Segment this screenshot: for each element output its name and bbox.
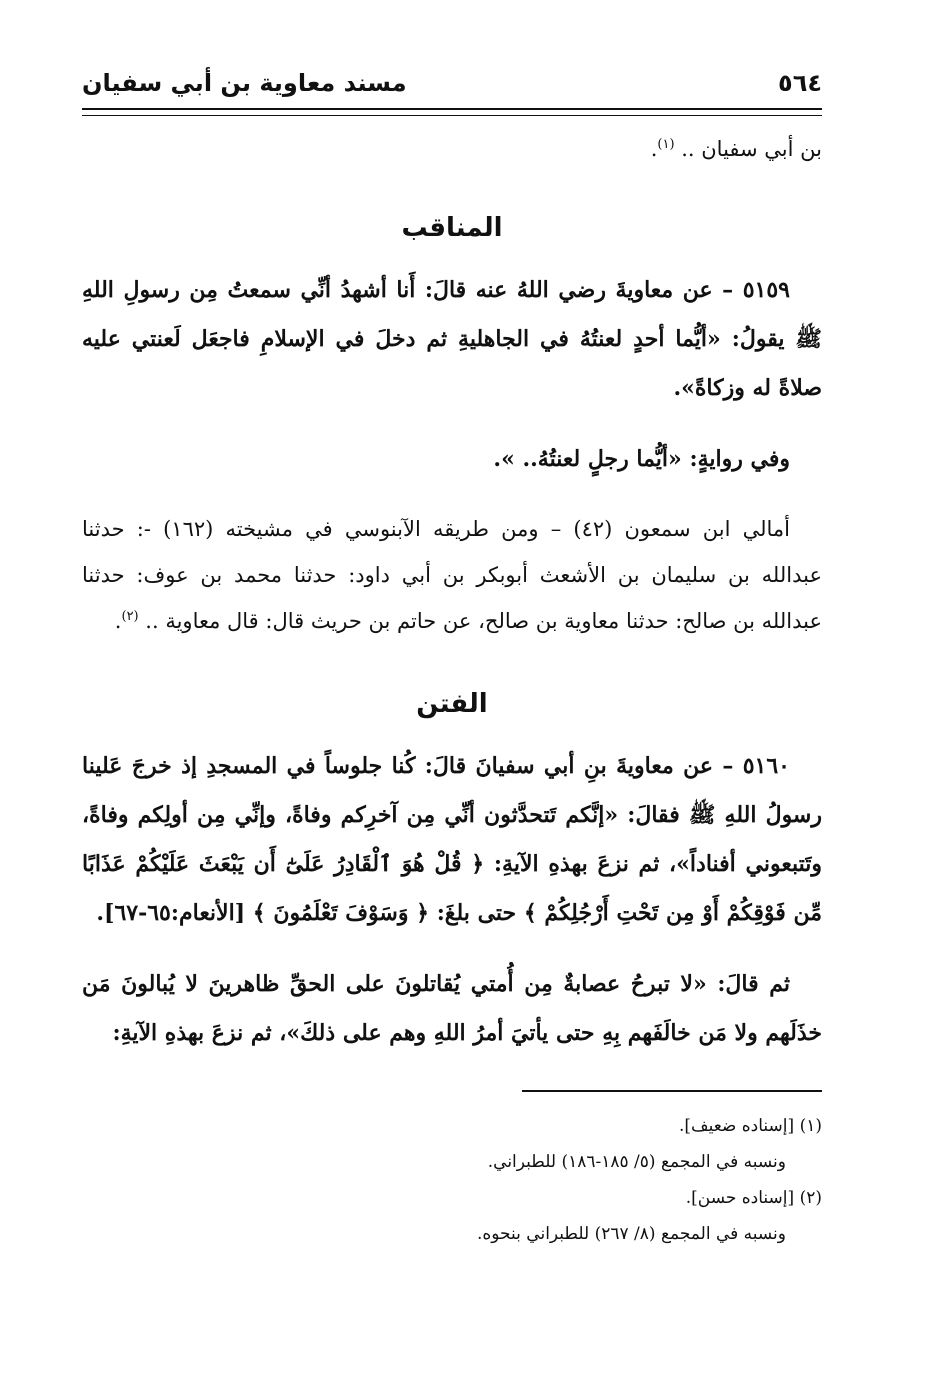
source-end: . (114, 609, 122, 633)
footnote-2-marker: (٢) (799, 1188, 822, 1208)
footnote-1 (82, 1108, 822, 1144)
footnote-1-note (82, 1144, 822, 1180)
book-page (82, 62, 822, 1386)
running-header (82, 62, 822, 104)
footnote-1-note-text: ونسبه في المجمع (٥/ ١٨٥-١٨٦) للطبراني. (487, 1152, 786, 1172)
hadith-5159-variant: وفي روايةٍ: «أيُّما رجلٍ لعنتُهُ.. ». (493, 446, 790, 472)
hadith-5159-source (82, 506, 822, 644)
footnote-marker-2[interactable]: (٢) (121, 609, 139, 624)
footnote-2 (82, 1180, 822, 1216)
hadith-5160: ٥١٦٠ – عن معاويةَ بنِ أبي سفيانَ قالَ: كُنا جلوساً في المسجدِ إذ خرجَ عَلينا رسولُ اللهِ ﷺ فقالَ: «إنَّكم تَتحدَّثون أنِّي مِن آخرِكم وفاةً، وإنِّي مِن أولِكم وفاةً، وتَتبعوني أفناداً»، ثم نزعَ بهذهِ الآيةِ: ﴿ قُلْ هُوَ ٱلْقَادِرُ عَلَىٰٓ أَن يَبْعَثَ عَلَيْكُمْ عَذَابًا مِّن فَوْقِكُمْ أَوْ مِن تَحْتِ أَرْجُلِكُمْ ﴾ حتى بلغَ: ﴿ وَسَوْفَ تَعْلَمُونَ ﴾ [الأنعام:٦٥-٦٧]. (82, 753, 822, 926)
footnote-rule (522, 1090, 822, 1092)
footnote-2-text: [إسناده حسن]. (685, 1188, 795, 1208)
footnote-marker-1[interactable]: (١) (657, 137, 675, 152)
footnote-2-note-text: ونسبه في المجمع (٨/ ٢٦٧) للطبراني بنحوه. (476, 1224, 786, 1244)
intro-text: بن أبي سفيان .. (674, 137, 822, 161)
footnotes (82, 1108, 822, 1252)
running-title: مسند معاوية بن أبي سفيان (82, 69, 407, 97)
footnote-1-text: [إسناده ضعيف]. (678, 1116, 795, 1136)
footnote-2-note (82, 1216, 822, 1252)
hadith-5160-continuation: ثم قالَ: «لا تبرحُ عصابةٌ مِن أُمتي يُقاتلونَ على الحقِّ ظاهرينَ لا يُبالونَ مَن خذَلَهم ولا مَن خالَفَهم بِهِ حتى يأتيَ أمرُ اللهِ وهم على ذلكَ»، ثم نزعَ بهذهِ الآيةِ: (82, 971, 822, 1046)
intro-end: . (650, 137, 658, 161)
intro-line (82, 126, 822, 172)
header-rule (82, 108, 822, 116)
footnote-1-marker: (١) (799, 1116, 822, 1136)
hadith-5159: ٥١٥٩ – عن معاويةَ رضي اللهُ عنه قالَ: أَنا أشهدُ أنِّي سمعتُ مِن رسولِ اللهِ ﷺ يقولُ: «أيُّما أحدٍ لعنتُهُ في الجاهليةِ ثم دخلَ في الإسلامِ فاجعَل لَعنتي عليه صلاةً له وزكاةً». (82, 277, 822, 401)
source-text: أمالي ابن سمعون (٤٢) – ومن طريقه الآبنوسي في مشيخته (١٦٢) -: حدثنا عبدالله بن سليمان بن الأشعث أبوبكر بن أبي داود: حدثنا محمد بن عوف: حدثنا عبدالله بن صالح: حدثنا معاوية بن صالح، عن حاتم بن حريث قال: قال معاوية .. (82, 517, 822, 633)
section-heading-fitan: الفتن (416, 689, 488, 719)
page-number: ٥٦٤ (778, 69, 822, 97)
section-heading-manaqib: المناقب (401, 213, 503, 243)
